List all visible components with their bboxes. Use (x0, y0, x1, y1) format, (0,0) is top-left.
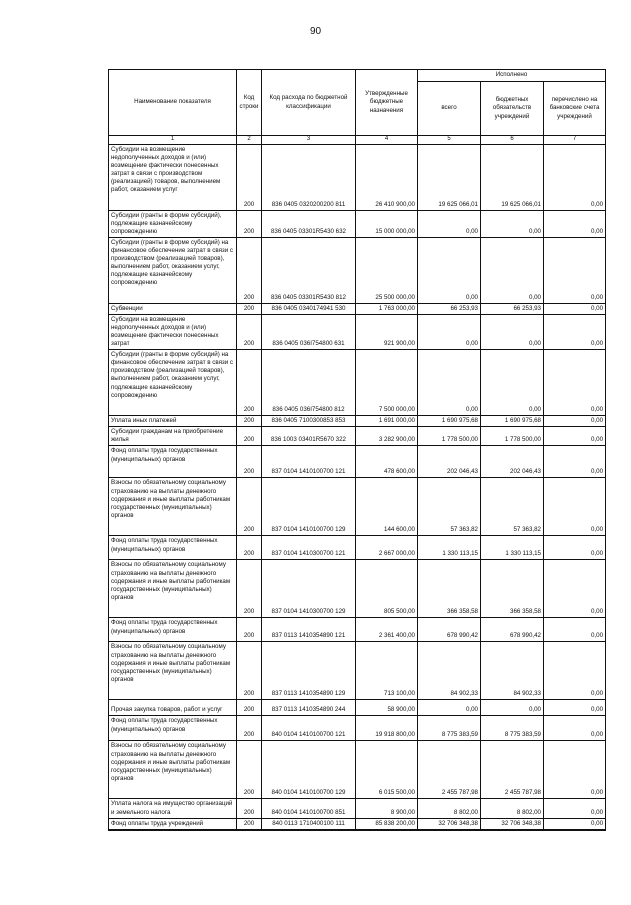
executed-total: 8 802,00 (418, 799, 481, 818)
approved-amount: 25 500 000,00 (356, 237, 418, 303)
budget-code: 836 0405 0340174941 530 (262, 303, 356, 314)
budget-code: 840 0104 1410100700 851 (262, 799, 356, 818)
header-line-code: Код строки (237, 70, 262, 136)
executed-total: 32 706 348,38 (418, 818, 481, 830)
approved-amount: 3 282 900,00 (356, 427, 418, 446)
executed-obligations: 366 358,58 (481, 560, 544, 618)
executed-total: 1 330 113,15 (418, 536, 481, 560)
line-code: 200 (237, 618, 262, 642)
line-code: 200 (237, 237, 262, 303)
executed-total: 84 902,33 (418, 642, 481, 700)
executed-total: 57 363,82 (418, 478, 481, 536)
header-total: всего (418, 82, 481, 136)
line-code: 200 (237, 536, 262, 560)
executed-obligations: 8 775 383,59 (481, 716, 544, 741)
executed-transferred: 0,00 (544, 210, 606, 237)
indicator-name: Субсидии гражданам на приобретение жилья (109, 427, 237, 446)
executed-total: 66 253,93 (418, 303, 481, 314)
indicator-name: Субсидии (гранты в форме субсидий), подлежащие казначейскому сопровождению (109, 210, 237, 237)
line-code: 200 (237, 144, 262, 210)
table-row (109, 427, 606, 446)
executed-total: 0,00 (418, 700, 481, 716)
budget-code: 840 0113 1710400100 111 (262, 818, 356, 830)
executed-total: 678 990,42 (418, 618, 481, 642)
table-row (109, 237, 606, 303)
executed-total: 0,00 (418, 237, 481, 303)
column-number: 6 (481, 136, 544, 145)
executed-transferred: 0,00 (544, 716, 606, 741)
budget-code: 837 0104 1410100700 121 (262, 446, 356, 478)
executed-transferred: 0,00 (544, 536, 606, 560)
table-body (109, 144, 606, 829)
executed-total: 0,00 (418, 350, 481, 416)
column-number: 7 (544, 136, 606, 145)
executed-total: 2 455 787,98 (418, 741, 481, 799)
executed-obligations: 0,00 (481, 237, 544, 303)
header-budget-code: Код расхода по бюджетной классификации (262, 70, 356, 136)
executed-obligations: 0,00 (481, 700, 544, 716)
approved-amount: 478 600,00 (356, 446, 418, 478)
budget-code: 837 0104 1410300700 129 (262, 560, 356, 618)
column-number: 1 (109, 136, 237, 145)
table-row (109, 315, 606, 350)
approved-amount: 805 500,00 (356, 560, 418, 618)
approved-amount: 2 361 400,00 (356, 618, 418, 642)
approved-amount: 26 410 900,00 (356, 144, 418, 210)
executed-total: 8 775 383,59 (418, 716, 481, 741)
header-transferred: перечислено на банковские счета учреждений (544, 82, 606, 136)
budget-code: 836 0405 03301R5430 812 (262, 237, 356, 303)
line-code: 200 (237, 478, 262, 536)
executed-total: 19 625 066,01 (418, 144, 481, 210)
executed-obligations: 57 363,82 (481, 478, 544, 536)
table-row (109, 818, 606, 830)
indicator-name: Фонд оплаты труда государственных (муниципальных) органов (109, 618, 237, 642)
table-row (109, 560, 606, 618)
approved-amount: 6 015 500,00 (356, 741, 418, 799)
header-approved: Утвержденные бюджетные назначения (356, 70, 418, 136)
table-header (109, 70, 606, 145)
executed-transferred: 0,00 (544, 560, 606, 618)
column-numbers-row (109, 136, 606, 145)
executed-transferred: 0,00 (544, 303, 606, 314)
budget-code: 836 0405 7100300853 853 (262, 416, 356, 427)
column-number: 2 (237, 136, 262, 145)
page-number: 90 (309, 26, 322, 37)
executed-transferred: 0,00 (544, 618, 606, 642)
header-executed: Исполнено (418, 70, 606, 82)
executed-obligations: 0,00 (481, 315, 544, 350)
table-row (109, 144, 606, 210)
budget-code: 837 0104 1410300700 121 (262, 536, 356, 560)
approved-amount: 1 691 000,00 (356, 416, 418, 427)
executed-total: 1 778 500,00 (418, 427, 481, 446)
budget-code: 837 0113 1410354890 121 (262, 618, 356, 642)
indicator-name: Прочая закупка товаров, работ и услуг (109, 700, 237, 716)
executed-total: 0,00 (418, 210, 481, 237)
table-row (109, 618, 606, 642)
line-code: 200 (237, 818, 262, 830)
table-row (109, 416, 606, 427)
indicator-name: Взносы по обязательному социальному страхованию на выплаты денежного содержания и иные выплаты работникам государственных (муниципальных) органов (109, 642, 237, 700)
table-row (109, 303, 606, 314)
budget-execution-table (108, 69, 606, 831)
executed-transferred: 0,00 (544, 741, 606, 799)
approved-amount: 58 900,00 (356, 700, 418, 716)
line-code: 200 (237, 560, 262, 618)
executed-obligations: 2 455 787,98 (481, 741, 544, 799)
executed-obligations: 0,00 (481, 350, 544, 416)
approved-amount: 144 600,00 (356, 478, 418, 536)
table-row (109, 478, 606, 536)
indicator-name: Взносы по обязательному социальному страхованию на выплаты денежного содержания и иные выплаты работникам государственных (муниципальных) органов (109, 478, 237, 536)
table-row (109, 350, 606, 416)
indicator-name: Взносы по обязательному социальному страхованию на выплаты денежного содержания и иные выплаты работникам государственных (муниципальных) органов (109, 741, 237, 799)
budget-code: 840 0104 1410100700 129 (262, 741, 356, 799)
budget-code: 836 0405 03301R5430 632 (262, 210, 356, 237)
executed-transferred: 0,00 (544, 818, 606, 830)
approved-amount: 7 500 000,00 (356, 350, 418, 416)
executed-obligations: 66 253,93 (481, 303, 544, 314)
budget-code: 836 1003 03401R5670 322 (262, 427, 356, 446)
line-code: 200 (237, 315, 262, 350)
executed-transferred: 0,00 (544, 144, 606, 210)
indicator-name: Субсидии на возмещение недополученных доходов и (или) возмещение фактически понесенных затрат (109, 315, 237, 350)
table-row (109, 446, 606, 478)
indicator-name: Взносы по обязательному социальному страхованию на выплаты денежного содержания и иные выплаты работникам государственных (муниципальных) органов (109, 560, 237, 618)
line-code: 200 (237, 716, 262, 741)
approved-amount: 713 100,00 (356, 642, 418, 700)
executed-total: 366 358,58 (418, 560, 481, 618)
line-code: 200 (237, 446, 262, 478)
table-row (109, 716, 606, 741)
table-row (109, 700, 606, 716)
indicator-name: Субвенции (109, 303, 237, 314)
line-code: 200 (237, 350, 262, 416)
executed-total: 1 690 975,68 (418, 416, 481, 427)
column-number: 5 (418, 136, 481, 145)
indicator-name: Фонд оплаты труда государственных (муниципальных) органов (109, 716, 237, 741)
line-code: 200 (237, 799, 262, 818)
budget-code: 836 0405 0320200200 811 (262, 144, 356, 210)
line-code: 200 (237, 210, 262, 237)
table-row (109, 642, 606, 700)
approved-amount: 921 900,00 (356, 315, 418, 350)
budget-code: 836 0405 036I754800 631 (262, 315, 356, 350)
indicator-name: Субсидии (гранты в форме субсидий) на финансовое обеспечение затрат в связи с производством (реализацией товаров), выполнением работ, оказанием услуг, подлежащие казначейскому сопровождению (109, 350, 237, 416)
executed-transferred: 0,00 (544, 427, 606, 446)
executed-obligations: 1 690 975,68 (481, 416, 544, 427)
line-code: 200 (237, 642, 262, 700)
executed-transferred: 0,00 (544, 350, 606, 416)
executed-obligations: 678 990,42 (481, 618, 544, 642)
budget-code: 837 0113 1410354890 244 (262, 700, 356, 716)
executed-transferred: 0,00 (544, 478, 606, 536)
indicator-name: Уплата иных платежей (109, 416, 237, 427)
header-obligations: бюджетных обязательств учреждений (481, 82, 544, 136)
approved-amount: 85 838 200,00 (356, 818, 418, 830)
executed-transferred: 0,00 (544, 799, 606, 818)
line-code: 200 (237, 416, 262, 427)
budget-code: 840 0104 1410100700 121 (262, 716, 356, 741)
budget-code: 836 0405 036I754800 812 (262, 350, 356, 416)
executed-obligations: 0,00 (481, 210, 544, 237)
line-code: 200 (237, 700, 262, 716)
executed-transferred: 0,00 (544, 315, 606, 350)
line-code: 200 (237, 303, 262, 314)
executed-transferred: 0,00 (544, 446, 606, 478)
executed-obligations: 84 902,33 (481, 642, 544, 700)
budget-code: 837 0113 1410354890 129 (262, 642, 356, 700)
table-row (109, 799, 606, 818)
executed-transferred: 0,00 (544, 700, 606, 716)
indicator-name: Фонд оплаты труда государственных (муниципальных) органов (109, 446, 237, 478)
approved-amount: 15 000 000,00 (356, 210, 418, 237)
executed-obligations: 8 802,00 (481, 799, 544, 818)
indicator-name: Фонд оплаты труда учреждений (109, 818, 237, 830)
table-row (109, 741, 606, 799)
table-row (109, 210, 606, 237)
executed-total: 0,00 (418, 315, 481, 350)
indicator-name: Уплата налога на имущество организаций и земельного налога (109, 799, 237, 818)
executed-obligations: 1 778 500,00 (481, 427, 544, 446)
executed-transferred: 0,00 (544, 642, 606, 700)
executed-total: 202 046,43 (418, 446, 481, 478)
approved-amount: 1 763 000,00 (356, 303, 418, 314)
approved-amount: 2 667 000,00 (356, 536, 418, 560)
line-code: 200 (237, 427, 262, 446)
table-row (109, 536, 606, 560)
column-number: 3 (262, 136, 356, 145)
indicator-name: Фонд оплаты труда государственных (муниципальных) органов (109, 536, 237, 560)
executed-obligations: 1 330 113,15 (481, 536, 544, 560)
executed-transferred: 0,00 (544, 416, 606, 427)
budget-code: 837 0104 1410100700 129 (262, 478, 356, 536)
executed-obligations: 19 625 066,01 (481, 144, 544, 210)
executed-obligations: 32 706 348,38 (481, 818, 544, 830)
approved-amount: 8 900,00 (356, 799, 418, 818)
line-code: 200 (237, 741, 262, 799)
approved-amount: 19 918 800,00 (356, 716, 418, 741)
header-name: Наименование показателя (109, 70, 237, 136)
indicator-name: Субсидии на возмещение недополученных доходов и (или) возмещение фактически понесенных затрат в связи с производством (реализацией) товаров, выполнением работ, оказанием услуг (109, 144, 237, 210)
executed-transferred: 0,00 (544, 237, 606, 303)
executed-obligations: 202 046,43 (481, 446, 544, 478)
column-number: 4 (356, 136, 418, 145)
indicator-name: Субсидии (гранты в форме субсидий) на финансовое обеспечение затрат в связи с производством (реализацией товаров), выполнением работ, оказанием услуг, подлежащие казначейскому сопровождению (109, 237, 237, 303)
